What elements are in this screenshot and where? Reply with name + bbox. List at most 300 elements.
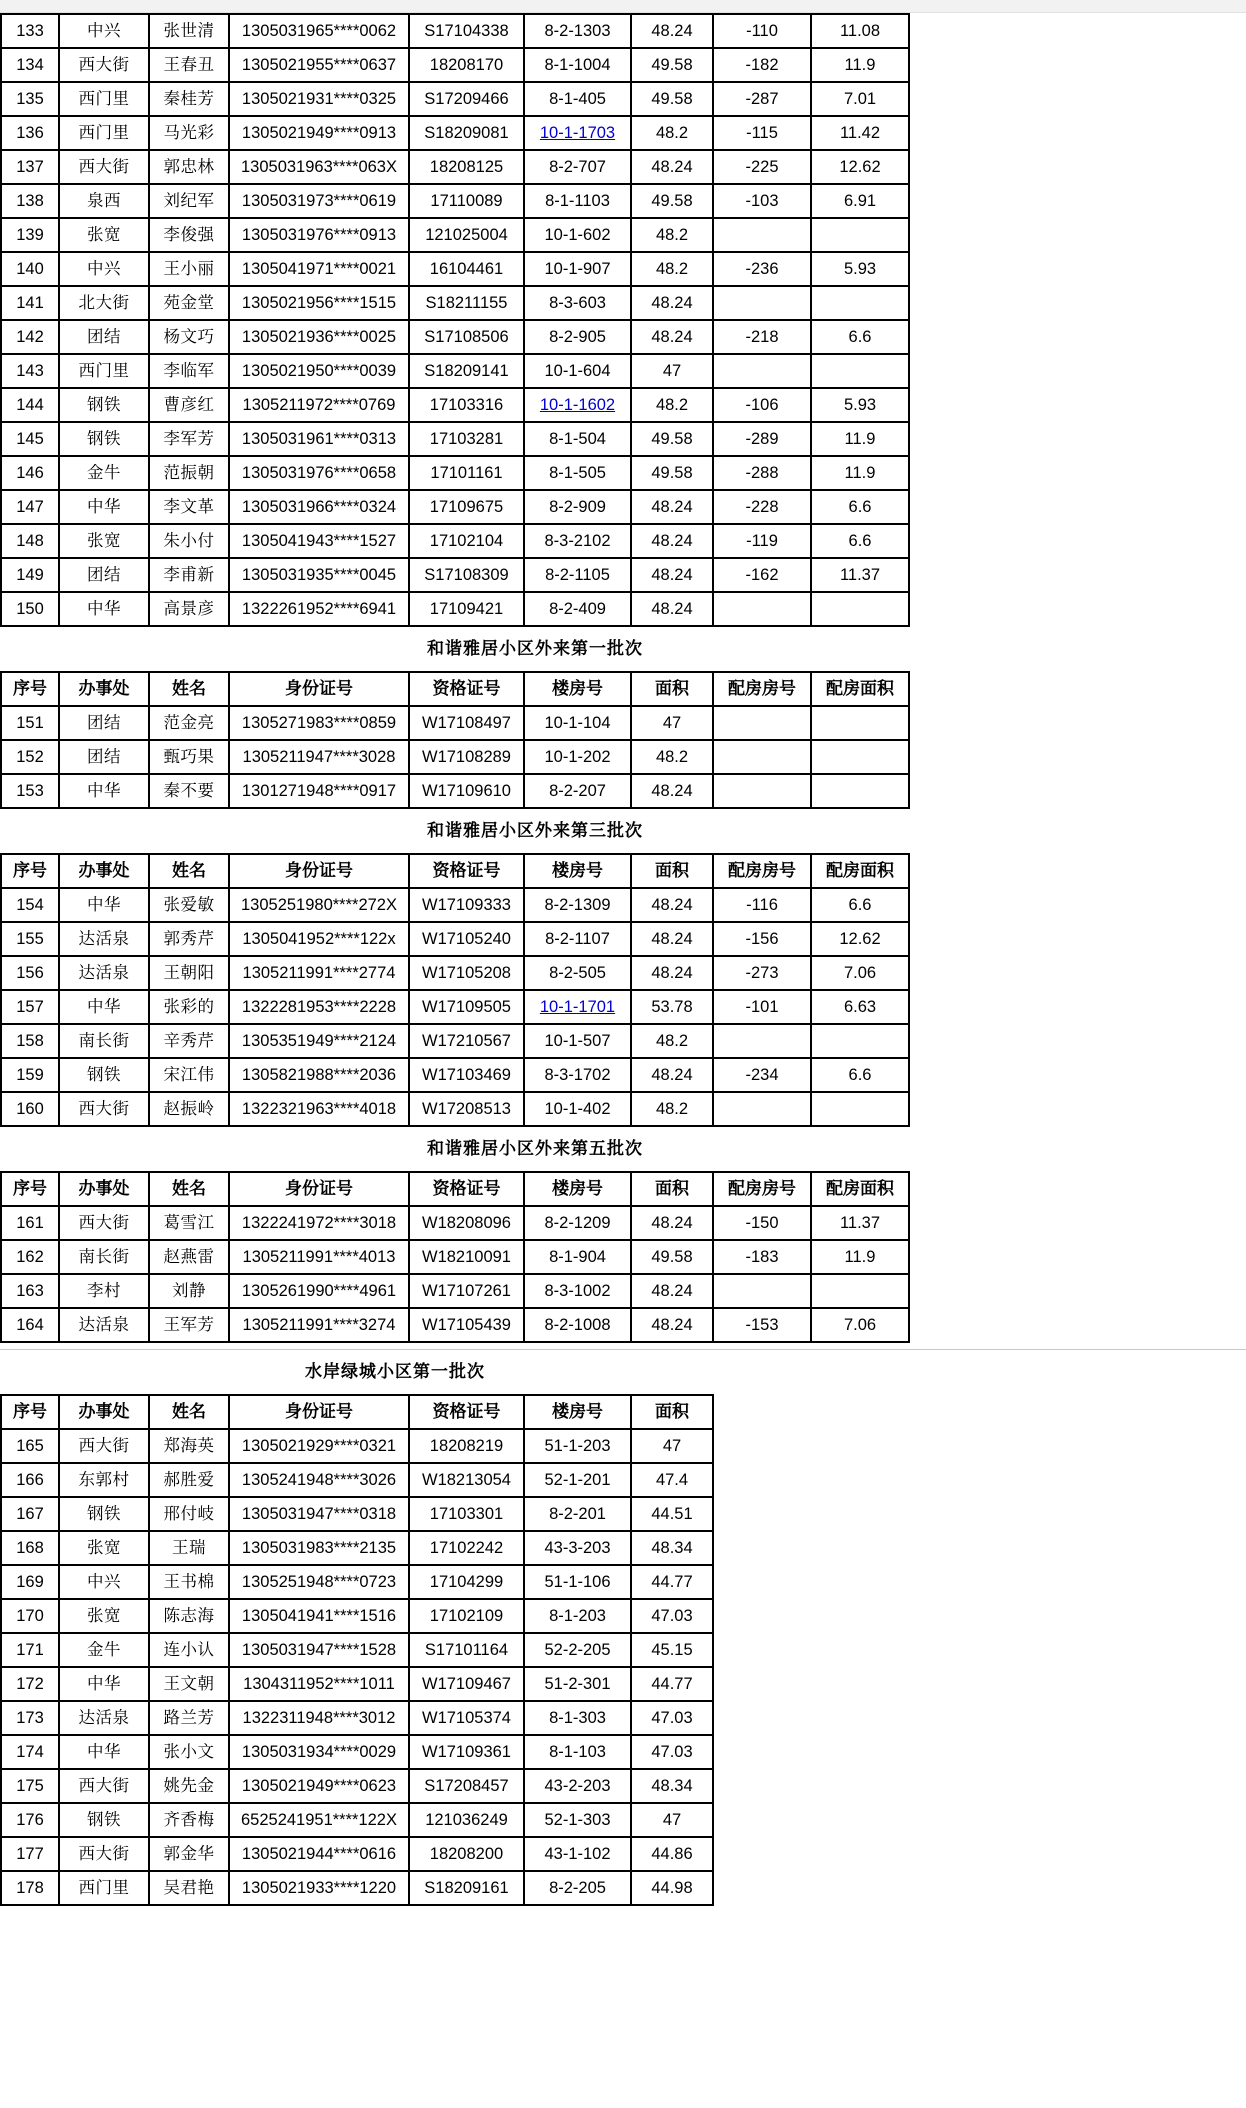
table-cell: 156	[1, 956, 59, 990]
table-row	[1, 774, 909, 808]
column-header: 资格证号	[409, 1395, 524, 1429]
spreadsheet-sheet	[0, 13, 1246, 1906]
table-cell: 西门里	[59, 82, 149, 116]
table-cell: -289	[713, 422, 811, 456]
table-cell: 8-2-1303	[524, 14, 631, 48]
table-cell: 1305251980****272X	[229, 888, 409, 922]
table-cell: 43-2-203	[524, 1769, 631, 1803]
section-title: 和谐雅居小区外来第一批次	[427, 639, 643, 658]
table-cell: 路兰芳	[149, 1701, 229, 1735]
table-cell	[811, 774, 909, 808]
table-cell: 中华	[59, 888, 149, 922]
table-cell: 1305031963****063X	[229, 150, 409, 184]
table-row	[1, 592, 909, 626]
table-cell: 张彩的	[149, 990, 229, 1024]
table-row	[1, 388, 909, 422]
table-cell: 团结	[59, 558, 149, 592]
table-cell: 134	[1, 48, 59, 82]
table-cell: 47.03	[631, 1599, 713, 1633]
table-cell: 10-1-602	[524, 218, 631, 252]
table-cell: 138	[1, 184, 59, 218]
table-cell: 达活泉	[59, 1308, 149, 1342]
table-cell: 5.93	[811, 252, 909, 286]
table-cell: 17110089	[409, 184, 524, 218]
table-cell: 1305041943****1527	[229, 524, 409, 558]
table-cell: 8-2-201	[524, 1497, 631, 1531]
table-cell: 43-3-203	[524, 1531, 631, 1565]
table-cell: 连小认	[149, 1633, 229, 1667]
table-cell: -228	[713, 490, 811, 524]
table-cell: 147	[1, 490, 59, 524]
table-cell: 中兴	[59, 1565, 149, 1599]
table-cell: 1305021944****0616	[229, 1837, 409, 1871]
table-row	[1, 1206, 909, 1240]
table-cell: 173	[1, 1701, 59, 1735]
table-cell: -101	[713, 990, 811, 1024]
table-cell: 11.08	[811, 14, 909, 48]
table-cell: 6.6	[811, 888, 909, 922]
table-cell: 18208125	[409, 150, 524, 184]
table-cell: 8-3-1702	[524, 1058, 631, 1092]
table-cell: 10-1-907	[524, 252, 631, 286]
table-cell: 161	[1, 1206, 59, 1240]
table-cell: 1322241972****3018	[229, 1206, 409, 1240]
table-row	[1, 116, 909, 150]
table-cell: 刘静	[149, 1274, 229, 1308]
table-cell: 1305031976****0658	[229, 456, 409, 490]
table-cell: 金牛	[59, 1633, 149, 1667]
sections-container	[0, 13, 1246, 1906]
column-header: 身份证号	[229, 1172, 409, 1206]
table-cell: W17109361	[409, 1735, 524, 1769]
table-cell: 17101161	[409, 456, 524, 490]
table-cell: W17105374	[409, 1701, 524, 1735]
table-cell: 1305021933****1220	[229, 1871, 409, 1905]
table-cell: -103	[713, 184, 811, 218]
table-cell: 48.24	[631, 524, 713, 558]
table-cell: W17109333	[409, 888, 524, 922]
column-header: 配房面积	[811, 854, 909, 888]
table-cell: -116	[713, 888, 811, 922]
table-cell: 达活泉	[59, 1701, 149, 1735]
table-cell: 51-1-203	[524, 1429, 631, 1463]
column-header: 资格证号	[409, 1172, 524, 1206]
table-cell	[713, 740, 811, 774]
table-cell: 李村	[59, 1274, 149, 1308]
table-cell: S17209466	[409, 82, 524, 116]
table-cell: 1322311948****3012	[229, 1701, 409, 1735]
table-cell: 范振朝	[149, 456, 229, 490]
section-4	[0, 1127, 1246, 1343]
table-cell: 140	[1, 252, 59, 286]
table-cell: -150	[713, 1206, 811, 1240]
table-cell: 1305031934****0029	[229, 1735, 409, 1769]
table-cell: 178	[1, 1871, 59, 1905]
table-cell: 钢铁	[59, 1803, 149, 1837]
table-cell: -110	[713, 14, 811, 48]
table-cell: 西大街	[59, 1429, 149, 1463]
table-cell: 张世清	[149, 14, 229, 48]
table-cell: W17108497	[409, 706, 524, 740]
table-row	[1, 1092, 909, 1126]
table-cell: W17109467	[409, 1667, 524, 1701]
table-cell	[713, 354, 811, 388]
table-cell: 6.91	[811, 184, 909, 218]
table-cell: 17103301	[409, 1497, 524, 1531]
table-cell: 48.24	[631, 592, 713, 626]
table-row	[1, 320, 909, 354]
applicants-table	[0, 1171, 910, 1343]
table-cell: 1305031961****0313	[229, 422, 409, 456]
table-cell: S17108506	[409, 320, 524, 354]
table-row	[1, 150, 909, 184]
table-cell: 48.2	[631, 1024, 713, 1058]
table-cell: 郝胜爱	[149, 1463, 229, 1497]
table-cell: 7.06	[811, 1308, 909, 1342]
table-cell: -288	[713, 456, 811, 490]
table-cell: 1305261990****4961	[229, 1274, 409, 1308]
table-cell: S18209081	[409, 116, 524, 150]
table-cell: 160	[1, 1092, 59, 1126]
table-cell: 148	[1, 524, 59, 558]
table-row	[1, 1497, 713, 1531]
table-cell: 157	[1, 990, 59, 1024]
table-cell: 163	[1, 1274, 59, 1308]
table-cell: 8-2-905	[524, 320, 631, 354]
table-cell: -153	[713, 1308, 811, 1342]
table-cell: 48.24	[631, 1058, 713, 1092]
table-cell: 171	[1, 1633, 59, 1667]
table-row	[1, 1735, 713, 1769]
building-number-link[interactable]	[524, 990, 631, 1024]
applicants-table	[0, 1394, 714, 1906]
table-cell: 金牛	[59, 456, 149, 490]
table-cell: W17109505	[409, 990, 524, 1024]
table-cell: 145	[1, 422, 59, 456]
table-cell: 中华	[59, 774, 149, 808]
table-cell: 1305021931****0325	[229, 82, 409, 116]
table-cell: 169	[1, 1565, 59, 1599]
table-cell: 8-2-707	[524, 150, 631, 184]
table-cell: 西大街	[59, 1092, 149, 1126]
column-header: 楼房号	[524, 854, 631, 888]
table-cell: 1305021949****0623	[229, 1769, 409, 1803]
table-cell: 48.24	[631, 956, 713, 990]
table-cell: 秦不要	[149, 774, 229, 808]
table-cell: 10-1-507	[524, 1024, 631, 1058]
table-row	[1, 1667, 713, 1701]
table-cell: 47.03	[631, 1701, 713, 1735]
table-cell: W17109610	[409, 774, 524, 808]
table-cell: 44.77	[631, 1667, 713, 1701]
table-cell: 8-2-409	[524, 592, 631, 626]
table-cell: 5.93	[811, 388, 909, 422]
table-cell: -273	[713, 956, 811, 990]
table-cell: 48.24	[631, 490, 713, 524]
table-row	[1, 1633, 713, 1667]
table-cell: 1305031947****0318	[229, 1497, 409, 1531]
table-header-row	[1, 1395, 713, 1429]
table-cell: 47	[631, 354, 713, 388]
table-row	[1, 1871, 713, 1905]
table-cell: 175	[1, 1769, 59, 1803]
table-cell: 47	[631, 1429, 713, 1463]
column-header: 序号	[1, 1395, 59, 1429]
building-number-link[interactable]	[524, 388, 631, 422]
table-cell: 137	[1, 150, 59, 184]
table-cell: 142	[1, 320, 59, 354]
applicants-table	[0, 671, 910, 809]
table-cell: 1305211991****3274	[229, 1308, 409, 1342]
table-cell: 1305021950****0039	[229, 354, 409, 388]
table-cell: 6.6	[811, 1058, 909, 1092]
table-cell: 48.24	[631, 1274, 713, 1308]
table-cell: W17105240	[409, 922, 524, 956]
table-row	[1, 922, 909, 956]
table-cell: 49.58	[631, 82, 713, 116]
table-cell: 1301271948****0917	[229, 774, 409, 808]
table-cell: 团结	[59, 320, 149, 354]
table-cell: W18210091	[409, 1240, 524, 1274]
table-cell: 11.9	[811, 1240, 909, 1274]
table-cell: 176	[1, 1803, 59, 1837]
table-cell: 6525241951****122X	[229, 1803, 409, 1837]
table-cell: 1305031976****0913	[229, 218, 409, 252]
table-cell: 8-1-904	[524, 1240, 631, 1274]
table-cell: 48.2	[631, 252, 713, 286]
table-cell: 王书棉	[149, 1565, 229, 1599]
table-cell	[713, 774, 811, 808]
table-cell: -234	[713, 1058, 811, 1092]
table-cell: 8-2-909	[524, 490, 631, 524]
table-cell: 张宽	[59, 218, 149, 252]
column-header: 姓名	[149, 1172, 229, 1206]
table-cell: 154	[1, 888, 59, 922]
table-cell: -156	[713, 922, 811, 956]
table-row	[1, 422, 909, 456]
table-header-row	[1, 854, 909, 888]
table-cell: 48.24	[631, 922, 713, 956]
table-cell: 钢铁	[59, 1058, 149, 1092]
table-cell: 177	[1, 1837, 59, 1871]
table-cell: W17210567	[409, 1024, 524, 1058]
table-cell: 49.58	[631, 184, 713, 218]
table-cell: 王小丽	[149, 252, 229, 286]
column-header: 楼房号	[524, 672, 631, 706]
table-row	[1, 1565, 713, 1599]
table-cell: 团结	[59, 706, 149, 740]
table-cell: 李临军	[149, 354, 229, 388]
table-cell: W17208513	[409, 1092, 524, 1126]
table-cell: 133	[1, 14, 59, 48]
table-row	[1, 1701, 713, 1735]
table-row	[1, 1599, 713, 1633]
table-cell	[811, 1024, 909, 1058]
column-header: 姓名	[149, 672, 229, 706]
table-cell: 6.6	[811, 320, 909, 354]
table-row	[1, 558, 909, 592]
table-cell: 1305031973****0619	[229, 184, 409, 218]
table-row	[1, 218, 909, 252]
table-cell	[713, 286, 811, 320]
table-cell: 52-1-303	[524, 1803, 631, 1837]
table-cell: 164	[1, 1308, 59, 1342]
table-cell: 辛秀芹	[149, 1024, 229, 1058]
table-cell: 45.15	[631, 1633, 713, 1667]
table-cell: 西大街	[59, 1769, 149, 1803]
table-cell: 17102242	[409, 1531, 524, 1565]
table-cell: 47	[631, 706, 713, 740]
table-cell: 48.24	[631, 14, 713, 48]
table-row	[1, 1274, 909, 1308]
table-cell: 李军芳	[149, 422, 229, 456]
table-cell: -183	[713, 1240, 811, 1274]
table-cell: 17102109	[409, 1599, 524, 1633]
column-header: 配房面积	[811, 1172, 909, 1206]
table-cell: 172	[1, 1667, 59, 1701]
table-cell: 1305041941****1516	[229, 1599, 409, 1633]
table-cell: 8-1-504	[524, 422, 631, 456]
table-row	[1, 82, 909, 116]
table-cell: 西大街	[59, 1206, 149, 1240]
column-header: 姓名	[149, 854, 229, 888]
table-cell: 吴君艳	[149, 1871, 229, 1905]
table-cell: 范金亮	[149, 706, 229, 740]
table-cell: 135	[1, 82, 59, 116]
table-cell: 8-1-203	[524, 1599, 631, 1633]
table-cell: 1305031965****0062	[229, 14, 409, 48]
table-cell: 宋江伟	[149, 1058, 229, 1092]
table-row	[1, 888, 909, 922]
section-1	[0, 13, 1246, 627]
table-cell: 44.77	[631, 1565, 713, 1599]
table-cell	[811, 1092, 909, 1126]
table-cell: W17108289	[409, 740, 524, 774]
table-cell: 中华	[59, 990, 149, 1024]
table-cell: 121036249	[409, 1803, 524, 1837]
column-header: 资格证号	[409, 854, 524, 888]
table-cell: 中华	[59, 490, 149, 524]
table-cell: 1305271983****0859	[229, 706, 409, 740]
table-cell: 44.98	[631, 1871, 713, 1905]
table-cell: 165	[1, 1429, 59, 1463]
table-cell: 8-1-1004	[524, 48, 631, 82]
table-cell: 10-1-202	[524, 740, 631, 774]
table-cell: 西门里	[59, 354, 149, 388]
table-row	[1, 524, 909, 558]
table-row	[1, 740, 909, 774]
column-header: 身份证号	[229, 854, 409, 888]
table-cell: 中兴	[59, 14, 149, 48]
table-cell: -218	[713, 320, 811, 354]
table-cell: 18208219	[409, 1429, 524, 1463]
table-cell: 48.24	[631, 320, 713, 354]
link-text[interactable]: 10-1-1701	[539, 998, 616, 1016]
table-cell: 8-2-1105	[524, 558, 631, 592]
table-cell: 51-1-106	[524, 1565, 631, 1599]
table-cell: 149	[1, 558, 59, 592]
table-cell: 155	[1, 922, 59, 956]
column-header: 配房房号	[713, 854, 811, 888]
table-cell: 1305251948****0723	[229, 1565, 409, 1599]
column-header: 面积	[631, 672, 713, 706]
column-header: 楼房号	[524, 1172, 631, 1206]
table-row	[1, 956, 909, 990]
table-cell: 张宽	[59, 524, 149, 558]
link-text[interactable]: 10-1-1703	[539, 124, 616, 142]
table-cell: 168	[1, 1531, 59, 1565]
table-cell: 1305021949****0913	[229, 116, 409, 150]
table-cell: 12.62	[811, 922, 909, 956]
column-header: 身份证号	[229, 672, 409, 706]
table-cell: 钢铁	[59, 1497, 149, 1531]
table-cell: 11.9	[811, 456, 909, 490]
table-cell: 杨文巧	[149, 320, 229, 354]
link-text[interactable]: 10-1-1602	[539, 396, 616, 414]
column-header: 资格证号	[409, 672, 524, 706]
table-cell: 166	[1, 1463, 59, 1497]
table-cell: 6.63	[811, 990, 909, 1024]
table-cell: W17105208	[409, 956, 524, 990]
applicants-table	[0, 13, 910, 627]
table-cell: 16104461	[409, 252, 524, 286]
table-cell: 西门里	[59, 116, 149, 150]
table-cell: 8-2-207	[524, 774, 631, 808]
table-cell: 52-2-205	[524, 1633, 631, 1667]
table-cell: -225	[713, 150, 811, 184]
building-number-link[interactable]	[524, 116, 631, 150]
table-cell: 152	[1, 740, 59, 774]
table-row	[1, 1429, 713, 1463]
table-cell: 西大街	[59, 1837, 149, 1871]
table-cell: 1305211947****3028	[229, 740, 409, 774]
table-cell: 泉西	[59, 184, 149, 218]
table-cell: 中华	[59, 1667, 149, 1701]
table-cell	[811, 286, 909, 320]
table-cell: 钢铁	[59, 422, 149, 456]
table-row	[1, 48, 909, 82]
table-cell: 王文朝	[149, 1667, 229, 1701]
table-cell: 南长街	[59, 1024, 149, 1058]
table-cell: 49.58	[631, 456, 713, 490]
table-cell	[713, 218, 811, 252]
column-header: 办事处	[59, 854, 149, 888]
table-cell: 158	[1, 1024, 59, 1058]
table-cell: 王军芳	[149, 1308, 229, 1342]
table-cell: -182	[713, 48, 811, 82]
table-cell: 姚先金	[149, 1769, 229, 1803]
table-cell: 1305031935****0045	[229, 558, 409, 592]
table-cell: 中兴	[59, 252, 149, 286]
table-cell: S17104338	[409, 14, 524, 48]
table-cell	[811, 592, 909, 626]
table-row	[1, 1769, 713, 1803]
column-header: 面积	[631, 1172, 713, 1206]
table-cell: 8-1-405	[524, 82, 631, 116]
table-cell: S17208457	[409, 1769, 524, 1803]
table-cell: 53.78	[631, 990, 713, 1024]
table-cell: 1305351949****2124	[229, 1024, 409, 1058]
table-cell: 48.24	[631, 1206, 713, 1240]
column-header: 配房面积	[811, 672, 909, 706]
table-cell: 中华	[59, 1735, 149, 1769]
table-row	[1, 1240, 909, 1274]
column-header: 面积	[631, 1395, 713, 1429]
table-cell: 17103316	[409, 388, 524, 422]
table-cell: 8-3-2102	[524, 524, 631, 558]
table-cell: -236	[713, 252, 811, 286]
table-cell: 1305241948****3026	[229, 1463, 409, 1497]
